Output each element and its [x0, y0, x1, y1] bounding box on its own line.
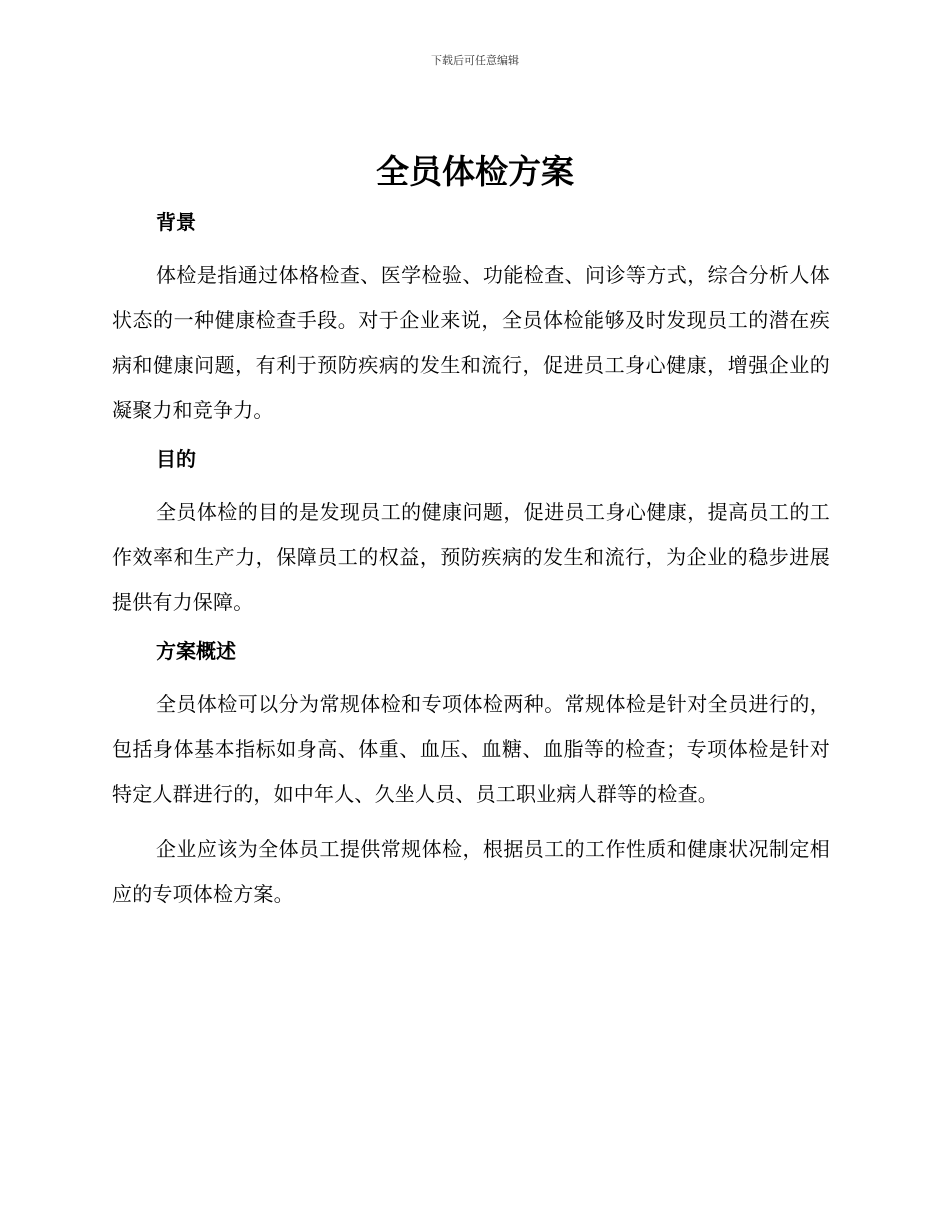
document-body — [112, 202, 830, 917]
section-heading-overview: 方案概述 — [156, 639, 236, 663]
section-background — [112, 202, 830, 433]
paragraph-background: 体检是指通过体格检查、医学检验、功能检查、问诊等方式，综合分析人体状态的一种健康检查手段。对于企业来说，全员体检能够及时发现员工的潜在疾病和健康问题，有利于预防疾病的发生和流行，促进员工身心健康，增强企业的凝聚力和竞争力。 — [112, 263, 830, 422]
document-title: 全员体检方案 — [376, 152, 574, 191]
paragraph-purpose: 全员体检的目的是发现员工的健康问题，促进员工身心健康，提高员工的工作效率和生产力，保障员工的权益，预防疾病的发生和流行，为企业的稳步进展提供有力保障。 — [112, 500, 830, 614]
section-overview — [112, 631, 830, 917]
paragraph-overview-1: 全员体检可以分为常规体检和专项体检两种。常规体检是针对全员进行的，包括身体基本指标如身高、体重、血压、血糖、血脂等的检查；专项体检是针对特定人群进行的，如中年人、久坐人员、员工职业病人群等的检查。 — [112, 692, 830, 806]
page-header-note: 下载后可任意编辑 — [431, 54, 519, 67]
paragraph-overview-2: 企业应该为全体员工提供常规体检，根据员工的工作性质和健康状况制定相应的专项体检方案。 — [112, 837, 830, 906]
section-purpose — [112, 439, 830, 625]
section-heading-purpose: 目的 — [156, 447, 196, 471]
section-heading-background: 背景 — [156, 210, 196, 234]
